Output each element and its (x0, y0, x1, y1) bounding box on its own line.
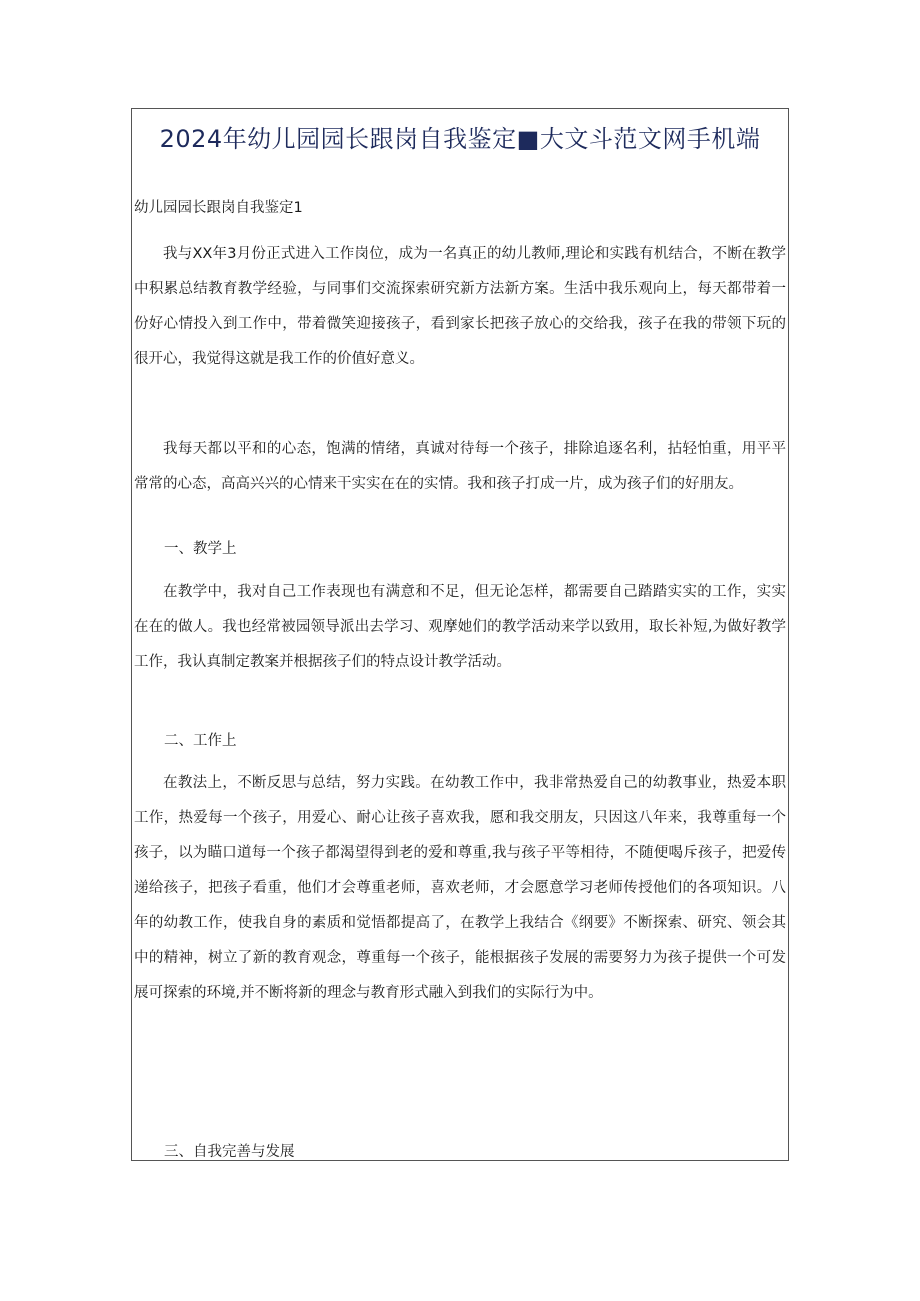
paragraph-3: 在教学中，我对自己工作表现也有满意和不足，但无论怎样，都需要自己踏踏实实的工作，实实在在的做人。我也经常被园领导派出去学习、观摩她们的教学活动来学以致用，取长补短,为做好教学工作，我认真制定教案并根据孩子们的特点设计教学活动。 (134, 584, 786, 670)
section-heading-self-improvement: 三、自我完善与发展 (164, 1144, 295, 1160)
section-heading-teaching: 一、教学上 (164, 541, 237, 557)
document-title: 2024年幼儿园园长跟岗自我鉴定■大文斗范文网手机端 (159, 125, 761, 153)
paragraph-1: 我与XX年3月份正式进入工作岗位，成为一名真正的幼儿教师,理论和实践有机结合，不断在教学中积累总结教育教学经验，与同事们交流探索研究新方法新方案。生活中我乐观向上，每天都带着一份好心情投入到工作中，带着微笑迎接孩子，看到家长把孩子放心的交给我，孩子在我的带领下玩的很开心，我觉得这就是我工作的价值好意义。 (134, 246, 786, 367)
document-frame (131, 108, 789, 1161)
paragraph-4: 在教法上，不断反思与总结，努力实践。在幼教工作中，我非常热爱自己的幼教事业，热爱本职工作，热爱每一个孩子，用爱心、耐心让孩子喜欢我，愿和我交朋友，只因这八年来，我尊重每一个孩子，以为瞄口道每一个孩子都渴望得到老的爱和尊重,我与孩子平等相待，不随便喝斥孩子，把爱传递给孩子，把孩子看重，他们才会尊重老师，喜欢老师，才会愿意学习老师传授他们的各项知识。八年的幼教工作，使我自身的素质和觉悟都提高了，在教学上我结合《纲要》不断探索、研究、领会其中的精神，树立了新的教育观念，尊重每一个孩子，能根据孩子发展的需要努力为孩子提供一个可发展可探索的环境,并不断将新的理念与教育形式融入到我们的实际行为中。 (134, 775, 786, 1001)
section-heading-work: 二、工作上 (164, 733, 237, 749)
document-subtitle: 幼儿园园长跟岗自我鉴定1 (134, 200, 303, 216)
paragraph-2: 我每天都以平和的心态，饱满的情绪，真诚对待每一个孩子，排除追逐名利，拈轻怕重，用平平常常的心态，高高兴兴的心情来干实实在在的实情。我和孩子打成一片，成为孩子们的好朋友。 (134, 441, 786, 492)
